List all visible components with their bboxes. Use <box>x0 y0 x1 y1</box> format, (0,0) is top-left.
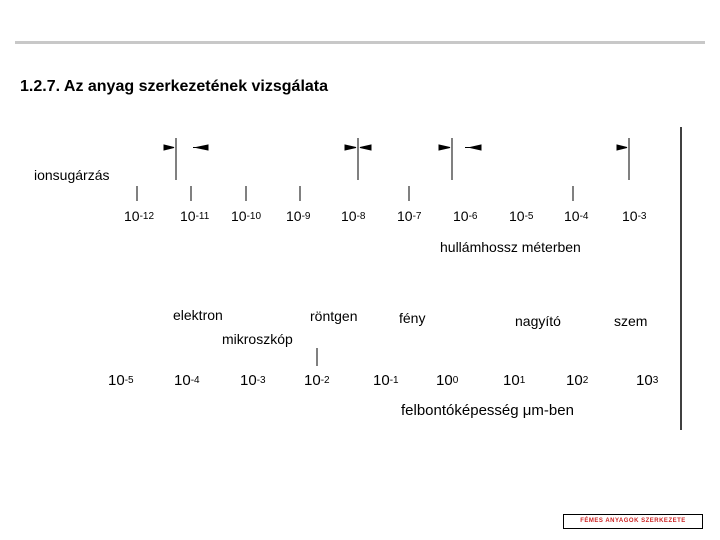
wl-tick-label: $10^{-8}$ <box>341 208 366 224</box>
res-tick-label: $10^1$ <box>503 372 526 389</box>
wl-tick-label: $10^{-4}$ <box>564 208 589 224</box>
arrow-right-icon <box>345 145 356 150</box>
label-electron: elektron <box>173 307 223 323</box>
label-light: fény <box>399 310 426 326</box>
res-tick-label: $10^0$ <box>436 372 459 389</box>
res-tick-label: $10^{-1}$ <box>373 372 399 389</box>
arrow-right-icon <box>164 145 174 150</box>
page-title: 1.2.7. Az anyag szerkezetének vizsgálata <box>20 78 329 95</box>
range-markers <box>164 138 629 180</box>
wl-tick-label: $10^{-5}$ <box>509 208 534 224</box>
wl-tick-label: $10^{-11}$ <box>180 208 210 224</box>
wavelength-tick-marks <box>137 186 573 201</box>
wl-tick-label: $10^{-12}$ <box>124 208 155 224</box>
res-tick-label: $10^{-2}$ <box>304 372 330 389</box>
resolution-axis-caption: felbontóképesség μm-ben <box>401 402 574 419</box>
res-tick-label: $10^{-4}$ <box>174 372 200 389</box>
wl-tick-label: $10^{-7}$ <box>397 208 422 224</box>
res-tick-label: $10^3$ <box>636 372 659 389</box>
res-tick-label: $10^2$ <box>566 372 589 389</box>
label-magnifier: nagyító <box>515 313 561 329</box>
arrow-right-icon <box>617 145 627 150</box>
arrow-right-icon <box>439 145 450 150</box>
wl-tick-label: $10^{-9}$ <box>286 208 311 224</box>
arrow-left-icon <box>360 145 371 150</box>
wl-tick-label: $10^{-10}$ <box>231 208 262 224</box>
wavelength-axis-caption: hullámhossz méterben <box>440 239 581 255</box>
label-xray: röntgen <box>310 308 358 324</box>
wl-tick-label: $10^{-6}$ <box>453 208 478 224</box>
wl-tick-label: $10^{-3}$ <box>622 208 647 224</box>
row-label-ion-radiation: ionsugárzás <box>34 167 110 183</box>
res-tick-label: $10^{-5}$ <box>108 372 134 389</box>
label-eye: szem <box>614 313 648 329</box>
label-microscope: mikroszkóp <box>222 331 293 347</box>
footer-label: FÉMES ANYAGOK SZERKEZETE <box>563 514 703 529</box>
res-tick-label: $10^{-3}$ <box>240 372 266 389</box>
